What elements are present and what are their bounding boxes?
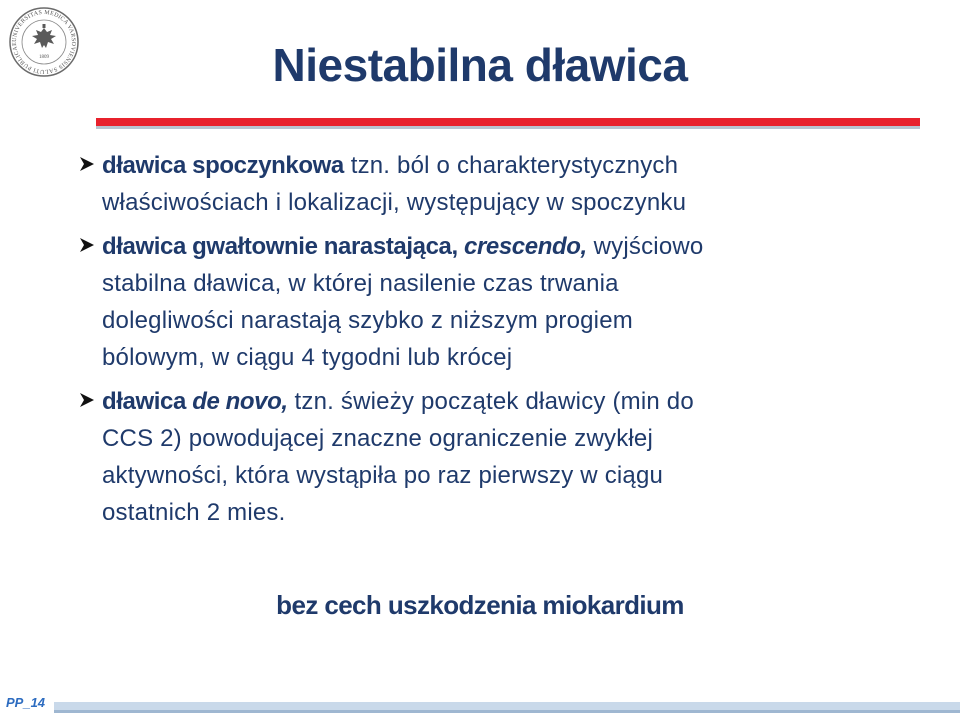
seal-year: 1809 (39, 55, 49, 60)
bullet-text: dolegliwości narastają szybko z niższym progiem (102, 307, 633, 334)
bullet-text: ostatnich 2 mies. (102, 499, 286, 526)
bullet-term-italic: crescendo, (464, 233, 587, 260)
bullet-line (102, 184, 896, 221)
bullet-line (102, 265, 896, 302)
bullet-line (102, 457, 896, 494)
bullet-line (102, 147, 896, 184)
bullet-item (76, 228, 896, 376)
seal-ring-text: UNIVERSITAS MEDICA VARSOVIENSIS SALUTI PUBLICAE (11, 9, 77, 75)
title-divider (96, 118, 920, 129)
page-label: PP_14 (6, 695, 46, 710)
bullet-line (102, 494, 896, 531)
arrowhead-bullet-icon (78, 391, 96, 409)
bullet-term: dławica (102, 388, 193, 415)
bullet-text: tzn. ból o charakterystycznych (343, 152, 679, 179)
bullet-line (102, 420, 896, 457)
bottom-bar-shadow (54, 710, 960, 713)
bullet-text: aktywności, która wystąpiła po raz pierwszy w ciągu (102, 462, 664, 489)
bullet-text: tzn. świeży początek dławicy (min do (287, 388, 694, 415)
bullet-term-italic: de novo, (192, 388, 288, 415)
bullet-text: wyjściowo (586, 233, 704, 260)
page-title: Niestabilna dławica (272, 39, 688, 91)
bullet-item (76, 383, 896, 531)
arrowhead-bullet-icon (78, 236, 96, 254)
bullet-line (102, 228, 896, 265)
bullet-text: CCS 2) powodującej znaczne ograniczenie zwykłej (102, 425, 654, 452)
bullet-item (76, 147, 896, 221)
bullet-list (76, 147, 896, 538)
footer-note: bez cech uszkodzenia miokardium (276, 590, 684, 620)
bullet-line (102, 383, 896, 420)
bullet-line (102, 339, 896, 376)
bullet-term: dławica gwałtownie narastająca, (102, 233, 465, 260)
bullet-text: właściwościach i lokalizacji, występujący w spoczynku (102, 189, 687, 216)
bottom-bar (54, 702, 960, 710)
bullet-text: stabilna dławica, w której nasilenie czas trwania (102, 270, 619, 297)
arrowhead-bullet-icon (78, 155, 96, 173)
bullet-term: dławica spoczynkowa (102, 152, 344, 179)
bullet-line (102, 302, 896, 339)
bullet-text: bólowym, w ciągu 4 tygodni lub krócej (102, 344, 513, 371)
